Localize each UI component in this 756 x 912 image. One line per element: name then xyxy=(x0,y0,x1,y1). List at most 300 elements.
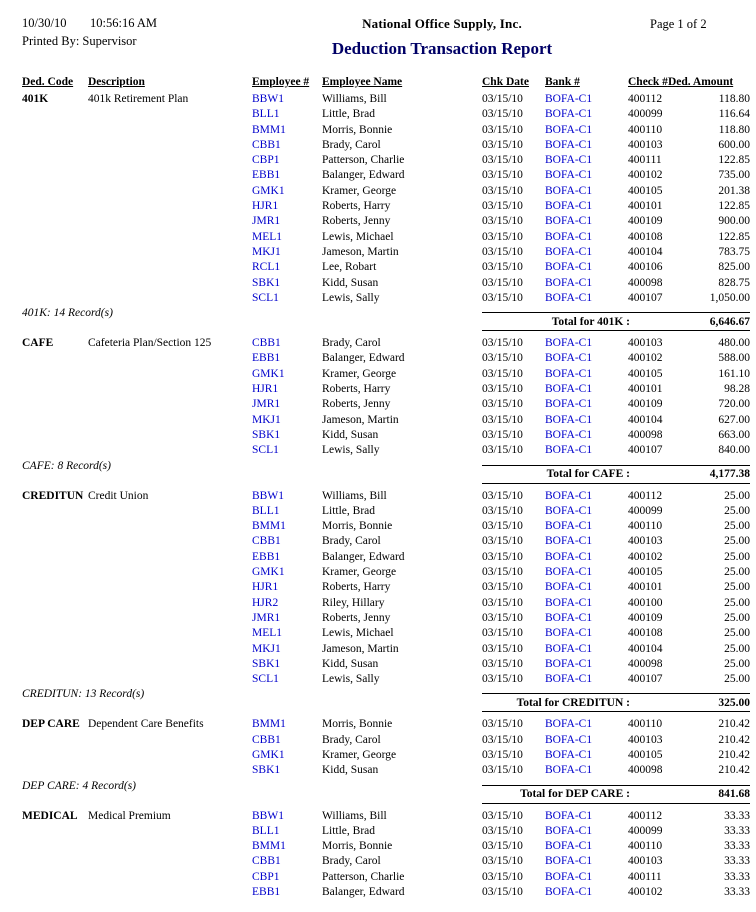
ded-amount-cell: 98.28 xyxy=(724,383,750,396)
bank-number-link[interactable]: BOFA-C1 xyxy=(545,886,593,899)
group-total-amount: 841.68 xyxy=(718,788,750,801)
employee-number-link[interactable]: EBB1 xyxy=(252,169,281,182)
group-total-amount: 4,177.38 xyxy=(709,468,750,481)
col-header-employee-num: Employee # xyxy=(252,76,310,88)
chk-date-cell: 03/15/10 xyxy=(482,489,523,502)
table-row xyxy=(0,428,756,443)
employee-name-cell: Brady, Carol xyxy=(322,855,381,868)
chk-date-cell: 03/15/10 xyxy=(482,230,523,243)
ded-amount-cell: 33.33 xyxy=(724,840,750,853)
bank-number-link[interactable]: BOFA-C1 xyxy=(545,383,593,396)
ded-amount-cell: 25.00 xyxy=(724,596,750,609)
employee-name-cell: Lewis, Michael xyxy=(322,230,394,243)
bank-number-link[interactable]: BOFA-C1 xyxy=(545,489,593,502)
chk-date-cell: 03/15/10 xyxy=(482,108,523,121)
table-row xyxy=(0,153,756,168)
employee-name-cell: Lewis, Sally xyxy=(322,291,380,304)
chk-date-cell: 03/15/10 xyxy=(482,184,523,197)
table-row xyxy=(0,489,756,504)
check-number-cell: 400107 xyxy=(628,444,663,457)
ded-code-cell: CAFE xyxy=(22,337,54,350)
ded-code-cell: DEP CARE xyxy=(22,718,80,731)
employee-name-cell: Lewis, Michael xyxy=(322,627,394,640)
check-number-cell: 400102 xyxy=(628,169,663,182)
bank-number-link[interactable]: BOFA-C1 xyxy=(545,535,593,548)
table-row xyxy=(0,626,756,641)
check-number-cell: 400104 xyxy=(628,642,663,655)
table-row xyxy=(0,763,756,778)
table-row xyxy=(0,199,756,214)
employee-name-cell: Kidd, Susan xyxy=(322,276,379,289)
employee-name-cell: Patterson, Charlie xyxy=(322,870,405,883)
employee-number-link[interactable]: RCL1 xyxy=(252,261,281,274)
table-row xyxy=(0,413,756,428)
ded-amount-cell: 825.00 xyxy=(718,261,750,274)
check-number-cell: 400105 xyxy=(628,184,663,197)
ded-amount-cell: 33.33 xyxy=(724,824,750,837)
check-number-cell: 400112 xyxy=(628,809,663,822)
chk-date-cell: 03/15/10 xyxy=(482,673,523,686)
chk-date-cell: 03/15/10 xyxy=(482,566,523,579)
bank-number-link[interactable]: BOFA-C1 xyxy=(545,627,593,640)
group-footer xyxy=(0,687,756,717)
group-total-row xyxy=(482,785,750,804)
check-number-cell: 400110 xyxy=(628,520,663,533)
check-number-cell: 400098 xyxy=(628,276,663,289)
ded-amount-cell: 116.64 xyxy=(718,108,750,121)
employee-number-link[interactable]: BLL1 xyxy=(252,824,280,837)
ded-amount-cell: 210.42 xyxy=(718,764,750,777)
ded-amount-cell: 33.33 xyxy=(724,809,750,822)
ded-amount-cell: 122.85 xyxy=(718,230,750,243)
employee-number-link[interactable]: EBB1 xyxy=(252,352,281,365)
table-row xyxy=(0,336,756,351)
check-number-cell: 400099 xyxy=(628,108,663,121)
chk-date-cell: 03/15/10 xyxy=(482,748,523,761)
ded-amount-cell: 1,050.00 xyxy=(709,291,750,304)
check-number-cell: 400103 xyxy=(628,535,663,548)
employee-number-link[interactable]: GMK1 xyxy=(252,184,285,197)
employee-number-link[interactable]: CBP1 xyxy=(252,870,280,883)
ded-amount-cell: 122.85 xyxy=(718,154,750,167)
ded-amount-cell: 25.00 xyxy=(724,566,750,579)
employee-name-cell: Williams, Bill xyxy=(322,809,387,822)
table-row xyxy=(0,351,756,366)
bank-number-link[interactable]: BOFA-C1 xyxy=(545,870,593,883)
employee-number-link[interactable]: CBB1 xyxy=(252,138,281,151)
bank-number-link[interactable]: BOFA-C1 xyxy=(545,169,593,182)
chk-date-cell: 03/15/10 xyxy=(482,352,523,365)
table-row xyxy=(0,642,756,657)
employee-number-link[interactable]: JMR1 xyxy=(252,215,281,228)
employee-name-cell: Roberts, Harry xyxy=(322,200,391,213)
check-number-cell: 400105 xyxy=(628,367,663,380)
ded-amount-cell: 663.00 xyxy=(718,428,750,441)
bank-number-link[interactable]: BOFA-C1 xyxy=(545,855,593,868)
bank-number-link[interactable]: BOFA-C1 xyxy=(545,398,593,411)
description-cell: Medical Premium xyxy=(88,809,171,822)
ded-amount-cell: 25.00 xyxy=(724,489,750,502)
employee-number-link[interactable]: CBP1 xyxy=(252,154,280,167)
bank-number-link[interactable]: BOFA-C1 xyxy=(545,200,593,213)
chk-date-cell: 03/15/10 xyxy=(482,535,523,548)
ded-amount-cell: 627.00 xyxy=(718,413,750,426)
check-number-cell: 400101 xyxy=(628,581,663,594)
check-number-cell: 400111 xyxy=(628,870,662,883)
ded-amount-cell: 25.00 xyxy=(724,535,750,548)
table-row xyxy=(0,733,756,748)
employee-name-cell: Kidd, Susan xyxy=(322,428,379,441)
employee-number-link[interactable]: BBW1 xyxy=(252,93,284,105)
employee-name-cell: Little, Brad xyxy=(322,108,376,121)
employee-number-link[interactable]: BLL1 xyxy=(252,108,280,121)
employee-number-link[interactable]: SCL1 xyxy=(252,444,279,457)
chk-date-cell: 03/15/10 xyxy=(482,718,523,731)
bank-number-link[interactable]: BOFA-C1 xyxy=(545,184,593,197)
employee-name-cell: Lee, Robart xyxy=(322,261,377,274)
employee-number-link[interactable]: BBW1 xyxy=(252,809,284,822)
table-row xyxy=(0,519,756,534)
employee-number-link[interactable]: SBK1 xyxy=(252,428,281,441)
record-count: CAFE: 8 Record(s) xyxy=(22,459,111,472)
page-number: Page 1 of 2 xyxy=(650,17,707,31)
employee-name-cell: Kidd, Susan xyxy=(322,657,379,670)
check-number-cell: 400112 xyxy=(628,489,663,502)
bank-number-link[interactable]: BOFA-C1 xyxy=(545,413,593,426)
check-number-cell: 400110 xyxy=(628,840,663,853)
chk-date-cell: 03/15/10 xyxy=(482,215,523,228)
ded-amount-cell: 33.33 xyxy=(724,870,750,883)
chk-date-cell: 03/15/10 xyxy=(482,627,523,640)
bank-number-link[interactable]: BOFA-C1 xyxy=(545,764,593,777)
col-header-ded-amount: Ded. Amount xyxy=(668,76,734,88)
bank-number-link[interactable]: BOFA-C1 xyxy=(545,504,593,517)
employee-name-cell: Brady, Carol xyxy=(322,733,381,746)
employee-number-link[interactable]: HJR2 xyxy=(252,596,279,609)
bank-number-link[interactable]: BOFA-C1 xyxy=(545,367,593,380)
ded-amount-cell: 201.38 xyxy=(718,184,750,197)
employee-name-cell: Brady, Carol xyxy=(322,535,381,548)
employee-number-link[interactable]: MEL1 xyxy=(252,230,283,243)
table-row xyxy=(0,443,756,458)
bank-number-link[interactable]: BOFA-C1 xyxy=(545,108,593,121)
ded-amount-cell: 480.00 xyxy=(718,337,750,350)
employee-number-link[interactable]: MKJ1 xyxy=(252,413,281,426)
bank-number-link[interactable]: BOFA-C1 xyxy=(545,733,593,746)
bank-number-link[interactable]: BOFA-C1 xyxy=(545,154,593,167)
employee-number-link[interactable]: GMK1 xyxy=(252,566,285,579)
employee-number-link[interactable]: HJR1 xyxy=(252,581,279,594)
employee-number-link[interactable]: SCL1 xyxy=(252,291,279,304)
ded-amount-cell: 118.80 xyxy=(718,123,750,136)
bank-number-link[interactable]: BOFA-C1 xyxy=(545,581,593,594)
check-number-cell: 400105 xyxy=(628,566,663,579)
chk-date-cell: 03/15/10 xyxy=(482,520,523,533)
employee-number-link[interactable]: BBW1 xyxy=(252,489,284,502)
table-row xyxy=(0,138,756,153)
table-row xyxy=(0,230,756,245)
bank-number-link[interactable]: BOFA-C1 xyxy=(545,596,593,609)
report-header xyxy=(0,16,756,59)
chk-date-cell: 03/15/10 xyxy=(482,261,523,274)
col-header-chk-date: Chk Date xyxy=(482,76,529,88)
ded-code-cell: MEDICAL xyxy=(22,809,78,822)
group-total-label: Total for DEP CARE : xyxy=(520,788,630,801)
ded-amount-cell: 783.75 xyxy=(718,245,750,258)
employee-name-cell: Roberts, Harry xyxy=(322,383,391,396)
ded-amount-cell: 25.00 xyxy=(724,550,750,563)
chk-date-cell: 03/15/10 xyxy=(482,200,523,213)
ded-amount-cell: 25.00 xyxy=(724,611,750,624)
check-number-cell: 400108 xyxy=(628,627,663,640)
table-row xyxy=(0,596,756,611)
chk-date-cell: 03/15/10 xyxy=(482,276,523,289)
group-total-label: Total for 401K : xyxy=(551,315,630,328)
check-number-cell: 400111 xyxy=(628,154,662,167)
employee-name-cell: Balanger, Edward xyxy=(322,550,405,563)
table-row xyxy=(0,717,756,732)
col-header-bank-num: Bank # xyxy=(545,76,580,88)
check-number-cell: 400107 xyxy=(628,291,663,304)
employee-name-cell: Roberts, Harry xyxy=(322,581,391,594)
employee-number-link[interactable]: MKJ1 xyxy=(252,642,281,655)
employee-name-cell: Jameson, Martin xyxy=(322,642,399,655)
ded-amount-cell: 25.00 xyxy=(724,520,750,533)
chk-date-cell: 03/15/10 xyxy=(482,550,523,563)
ded-amount-cell: 33.33 xyxy=(724,855,750,868)
employee-number-link[interactable]: GMK1 xyxy=(252,748,285,761)
employee-name-cell: Riley, Hillary xyxy=(322,596,385,609)
check-number-cell: 400106 xyxy=(628,261,663,274)
check-number-cell: 400109 xyxy=(628,215,663,228)
check-number-cell: 400109 xyxy=(628,611,663,624)
bank-number-link[interactable]: BOFA-C1 xyxy=(545,566,593,579)
check-number-cell: 400103 xyxy=(628,733,663,746)
table-row xyxy=(0,168,756,183)
check-number-cell: 400102 xyxy=(628,550,663,563)
bank-number-link[interactable]: BOFA-C1 xyxy=(545,550,593,563)
bank-number-link[interactable]: BOFA-C1 xyxy=(545,93,593,105)
bank-number-link[interactable]: BOFA-C1 xyxy=(545,215,593,228)
bank-number-link[interactable]: BOFA-C1 xyxy=(545,840,593,853)
bank-number-link[interactable]: BOFA-C1 xyxy=(545,444,593,457)
employee-number-link[interactable]: BMM1 xyxy=(252,123,286,136)
ded-amount-cell: 900.00 xyxy=(718,215,750,228)
check-number-cell: 400099 xyxy=(628,504,663,517)
check-number-cell: 400102 xyxy=(628,886,663,899)
print-time: 10:56:16 AM xyxy=(90,16,158,30)
bank-number-link[interactable]: BOFA-C1 xyxy=(545,520,593,533)
employee-name-cell: Brady, Carol xyxy=(322,337,381,350)
employee-number-link[interactable]: JMR1 xyxy=(252,398,281,411)
check-number-cell: 400107 xyxy=(628,673,663,686)
employee-number-link[interactable]: SBK1 xyxy=(252,657,281,670)
group-footer xyxy=(0,459,756,489)
report-title: Deduction Transaction Report xyxy=(331,39,553,58)
employee-number-link[interactable]: HJR1 xyxy=(252,383,279,396)
bank-number-link[interactable]: BOFA-C1 xyxy=(545,276,593,289)
employee-number-link[interactable]: BMM1 xyxy=(252,520,286,533)
ded-amount-cell: 828.75 xyxy=(718,276,750,289)
chk-date-cell: 03/15/10 xyxy=(482,764,523,777)
employee-number-link[interactable]: BMM1 xyxy=(252,840,286,853)
employee-name-cell: Morris, Bonnie xyxy=(322,520,393,533)
employee-number-link[interactable]: CBB1 xyxy=(252,337,281,350)
ded-amount-cell: 25.00 xyxy=(724,627,750,640)
bank-number-link[interactable]: BOFA-C1 xyxy=(545,748,593,761)
chk-date-cell: 03/15/10 xyxy=(482,855,523,868)
employee-name-cell: Balanger, Edward xyxy=(322,352,405,365)
print-date: 10/30/10 xyxy=(22,16,67,30)
check-number-cell: 400099 xyxy=(628,824,663,837)
chk-date-cell: 03/15/10 xyxy=(482,291,523,304)
employee-name-cell: Balanger, Edward xyxy=(322,886,405,899)
ded-amount-cell: 122.85 xyxy=(718,200,750,213)
report-table-body xyxy=(0,92,756,900)
bank-number-link[interactable]: BOFA-C1 xyxy=(545,673,593,686)
chk-date-cell: 03/15/10 xyxy=(482,337,523,350)
table-row xyxy=(0,92,756,107)
employee-name-cell: Morris, Bonnie xyxy=(322,840,393,853)
chk-date-cell: 03/15/10 xyxy=(482,398,523,411)
employee-number-link[interactable]: HJR1 xyxy=(252,200,279,213)
table-row xyxy=(0,397,756,412)
employee-name-cell: Lewis, Sally xyxy=(322,444,380,457)
ded-amount-cell: 25.00 xyxy=(724,657,750,670)
employee-number-link[interactable]: JMR1 xyxy=(252,611,281,624)
table-row xyxy=(0,123,756,138)
table-row xyxy=(0,657,756,672)
table-row xyxy=(0,672,756,687)
employee-name-cell: Balanger, Edward xyxy=(322,169,405,182)
chk-date-cell: 03/15/10 xyxy=(482,611,523,624)
ded-amount-cell: 25.00 xyxy=(724,642,750,655)
bank-number-link[interactable]: BOFA-C1 xyxy=(545,824,593,837)
chk-date-cell: 03/15/10 xyxy=(482,154,523,167)
ded-amount-cell: 600.00 xyxy=(718,138,750,151)
bank-number-link[interactable]: BOFA-C1 xyxy=(545,718,593,731)
bank-number-link[interactable]: BOFA-C1 xyxy=(545,657,593,670)
bank-number-link[interactable]: BOFA-C1 xyxy=(545,337,593,350)
check-number-cell: 400101 xyxy=(628,200,663,213)
bank-number-link[interactable]: BOFA-C1 xyxy=(545,291,593,304)
employee-number-link[interactable]: CBB1 xyxy=(252,855,281,868)
table-row xyxy=(0,839,756,854)
employee-name-cell: Jameson, Martin xyxy=(322,413,399,426)
record-count: 401K: 14 Record(s) xyxy=(22,307,113,320)
employee-number-link[interactable]: BMM1 xyxy=(252,718,286,731)
ded-amount-cell: 25.00 xyxy=(724,581,750,594)
chk-date-cell: 03/15/10 xyxy=(482,138,523,151)
group-footer xyxy=(0,779,756,809)
employee-number-link[interactable]: EBB1 xyxy=(252,886,281,899)
table-row xyxy=(0,824,756,839)
record-count: DEP CARE: 4 Record(s) xyxy=(22,779,137,792)
employee-name-cell: Williams, Bill xyxy=(322,93,387,105)
bank-number-link[interactable]: BOFA-C1 xyxy=(545,642,593,655)
col-header-check-num: Check # xyxy=(628,76,668,88)
col-header-employee-name: Employee Name xyxy=(322,76,403,88)
check-number-cell: 400098 xyxy=(628,764,663,777)
employee-name-cell: Brady, Carol xyxy=(322,138,381,151)
bank-number-link[interactable]: BOFA-C1 xyxy=(545,123,593,136)
bank-number-link[interactable]: BOFA-C1 xyxy=(545,611,593,624)
check-number-cell: 400103 xyxy=(628,855,663,868)
table-row xyxy=(0,565,756,580)
table-row xyxy=(0,184,756,199)
bank-number-link[interactable]: BOFA-C1 xyxy=(545,809,593,822)
employee-number-link[interactable]: MEL1 xyxy=(252,627,283,640)
chk-date-cell: 03/15/10 xyxy=(482,657,523,670)
ded-amount-cell: 210.42 xyxy=(718,733,750,746)
employee-name-cell: Roberts, Jenny xyxy=(322,215,391,228)
bank-number-link[interactable]: BOFA-C1 xyxy=(545,138,593,151)
employee-number-link[interactable]: SBK1 xyxy=(252,764,281,777)
employee-name-cell: Lewis, Sally xyxy=(322,673,380,686)
employee-number-link[interactable]: MKJ1 xyxy=(252,245,281,258)
check-number-cell: 400098 xyxy=(628,428,663,441)
bank-number-link[interactable]: BOFA-C1 xyxy=(545,230,593,243)
chk-date-cell: 03/15/10 xyxy=(482,245,523,258)
table-row xyxy=(0,854,756,869)
table-row xyxy=(0,748,756,763)
table-row xyxy=(0,870,756,885)
check-number-cell: 400103 xyxy=(628,337,663,350)
table-row xyxy=(0,504,756,519)
chk-date-cell: 03/15/10 xyxy=(482,840,523,853)
table-row xyxy=(0,885,756,900)
bank-number-link[interactable]: BOFA-C1 xyxy=(545,245,593,258)
employee-number-link[interactable]: SCL1 xyxy=(252,673,279,686)
employee-number-link[interactable]: EBB1 xyxy=(252,550,281,563)
bank-number-link[interactable]: BOFA-C1 xyxy=(545,261,593,274)
bank-number-link[interactable]: BOFA-C1 xyxy=(545,428,593,441)
employee-name-cell: Williams, Bill xyxy=(322,489,387,502)
employee-number-link[interactable]: BLL1 xyxy=(252,504,280,517)
ded-amount-cell: 735.00 xyxy=(718,169,750,182)
chk-date-cell: 03/15/10 xyxy=(482,809,523,822)
group-footer xyxy=(0,306,756,336)
column-header-row xyxy=(0,74,756,92)
employee-number-link[interactable]: GMK1 xyxy=(252,367,285,380)
employee-name-cell: Kramer, George xyxy=(322,566,397,579)
employee-number-link[interactable]: SBK1 xyxy=(252,276,281,289)
check-number-cell: 400098 xyxy=(628,657,663,670)
table-row xyxy=(0,245,756,260)
print-datetime xyxy=(22,16,234,31)
group-total-amount: 325.00 xyxy=(718,696,750,709)
employee-number-link[interactable]: CBB1 xyxy=(252,733,281,746)
description-cell: Credit Union xyxy=(88,489,149,502)
chk-date-cell: 03/15/10 xyxy=(482,383,523,396)
header-center xyxy=(234,16,650,59)
table-row xyxy=(0,367,756,382)
ded-amount-cell: 210.42 xyxy=(718,718,750,731)
col-header-description: Description xyxy=(88,76,145,88)
check-number-cell: 400102 xyxy=(628,352,663,365)
ded-amount-cell: 118.80 xyxy=(718,93,750,105)
employee-number-link[interactable]: CBB1 xyxy=(252,535,281,548)
chk-date-cell: 03/15/10 xyxy=(482,886,523,899)
group-total-label: Total for CREDITUN : xyxy=(516,696,630,709)
check-number-cell: 400112 xyxy=(628,93,663,105)
check-number-cell: 400100 xyxy=(628,596,663,609)
header-left xyxy=(22,16,234,49)
bank-number-link[interactable]: BOFA-C1 xyxy=(545,352,593,365)
chk-date-cell: 03/15/10 xyxy=(482,428,523,441)
table-row xyxy=(0,809,756,824)
check-number-cell: 400101 xyxy=(628,383,663,396)
